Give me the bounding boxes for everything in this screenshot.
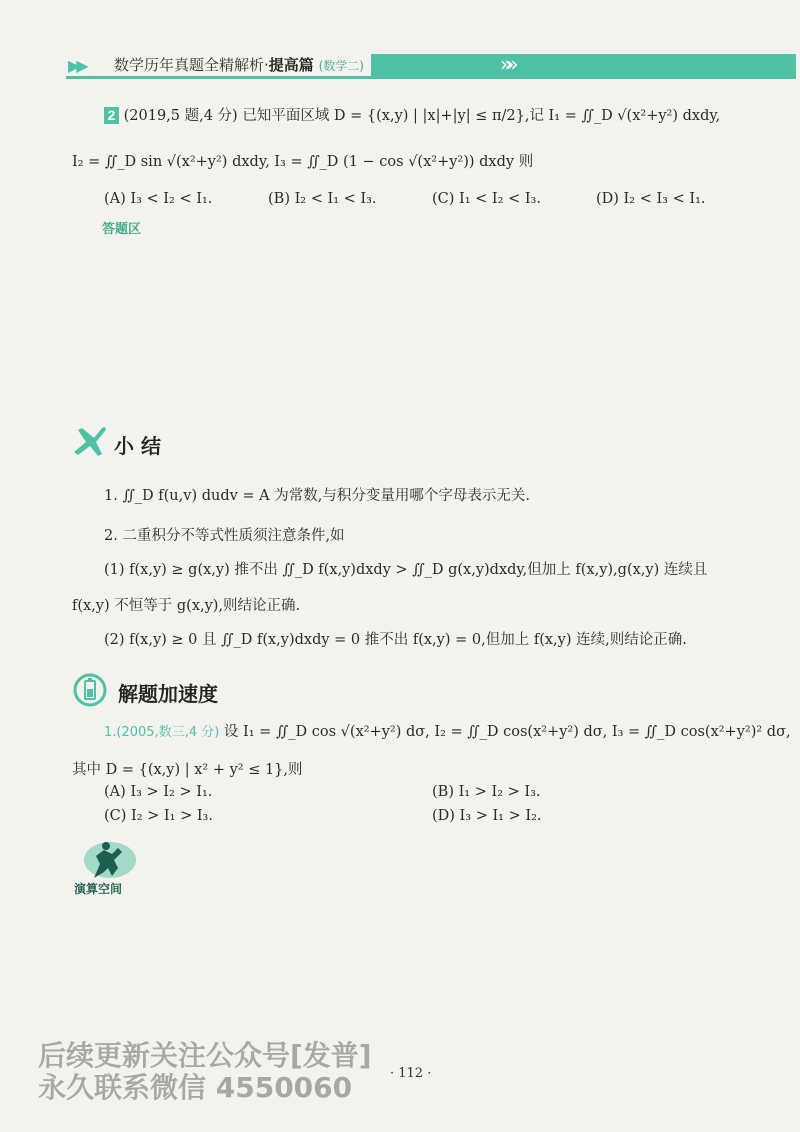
header-chevrons-icon: »» xyxy=(500,52,513,76)
q2-line2: I₂ = ∬_D sin √(x²+y²) dxdy, I₃ = ∬_D (1 − cos √(x²+y²)) dxdy 则 xyxy=(72,154,534,170)
speedup-q1-text-1: 设 I₁ = ∬_D cos √(x²+y²) dσ, I₂ = ∬_D cos(x²+y²) dσ, I₃ = ∬_D cos(x²+y²)² dσ, xyxy=(223,724,791,740)
q2-line1 xyxy=(104,106,720,126)
scratch-space-label: 演算空间 xyxy=(74,882,123,896)
q2-source: (2019,5 题,4 分) xyxy=(123,108,238,124)
answer-area-label: 答题区 xyxy=(102,222,142,237)
q2-option-d: (D) I₂ < I₃ < I₁. xyxy=(596,191,706,207)
speedup-q1-line2: 其中 D = {(x,y) | x² + y² ≤ 1},则 xyxy=(72,762,303,778)
page-number: · 112 · xyxy=(390,1066,432,1081)
q2-option-c: (C) I₁ < I₂ < I₃. xyxy=(432,191,541,207)
header-arrows-icon: ▶▶ xyxy=(68,56,85,75)
header-rule xyxy=(66,76,796,79)
summary-point-4: (2) f(x,y) ≥ 0 且 ∬_D f(x,y)dxdy = 0 推不出 f(x,y) = 0,但加上 f(x,y) 连续,则结论正确. xyxy=(104,632,687,648)
book-title: 数学历年真题全精解析· xyxy=(114,56,269,74)
q2-text-1: 已知平面区域 D = {(x,y) | |x|+|y| ≤ π/2},记 I₁ = ∬_D √(x²+y²) dxdy, xyxy=(242,108,721,124)
speedup-q1-number: 1. xyxy=(104,725,117,740)
speedup-option-b: (B) I₁ > I₂ > I₃. xyxy=(432,784,541,800)
book-subtitle: 提高篇 xyxy=(268,56,314,74)
running-head xyxy=(114,54,364,75)
summary-point-2: 2. 二重积分不等式性质须注意条件,如 xyxy=(104,528,345,544)
speedup-title: 解题加速度 xyxy=(118,682,218,706)
speedup-option-d: (D) I₃ > I₁ > I₂. xyxy=(432,808,542,824)
summary-point-1: 1. ∬_D f(u,v) dudv = A 为常数,与积分变量用哪个字母表示无关. xyxy=(104,488,530,504)
bleed-through-texture xyxy=(80,260,720,420)
speedup-q1-source: (2005,数三,4 分) xyxy=(116,725,220,740)
speedup-option-a: (A) I₃ > I₂ > I₁. xyxy=(104,784,213,800)
summary-point-3a: (1) f(x,y) ≥ g(x,y) 推不出 ∬_D f(x,y)dxdy > ∬_D g(x,y)dxdy,但加上 f(x,y),g(x,y) 连续且 xyxy=(104,562,708,578)
header-stripe xyxy=(371,54,796,76)
watermark-line-1: 后续更新关注公众号[发普] xyxy=(38,1039,372,1072)
q2-number-badge: 2 xyxy=(104,107,119,124)
speedup-option-c: (C) I₂ > I₁ > I₃. xyxy=(104,808,213,824)
summary-point-3b: f(x,y) 不恒等于 g(x,y),则结论正确. xyxy=(72,598,301,614)
q2-option-a: (A) I₃ < I₂ < I₁. xyxy=(104,191,213,207)
summary-title: 小 结 xyxy=(114,434,161,458)
speedup-q1-line1 xyxy=(104,722,791,743)
battery-speed-icon xyxy=(72,672,108,708)
watermark-line-2: 永久联系微信 4550060 xyxy=(38,1071,353,1104)
edition-label: (数学二) xyxy=(318,59,364,73)
airplane-icon xyxy=(72,422,108,458)
runner-logo-icon xyxy=(74,838,138,886)
q2-option-b: (B) I₂ < I₁ < I₃. xyxy=(268,191,377,207)
